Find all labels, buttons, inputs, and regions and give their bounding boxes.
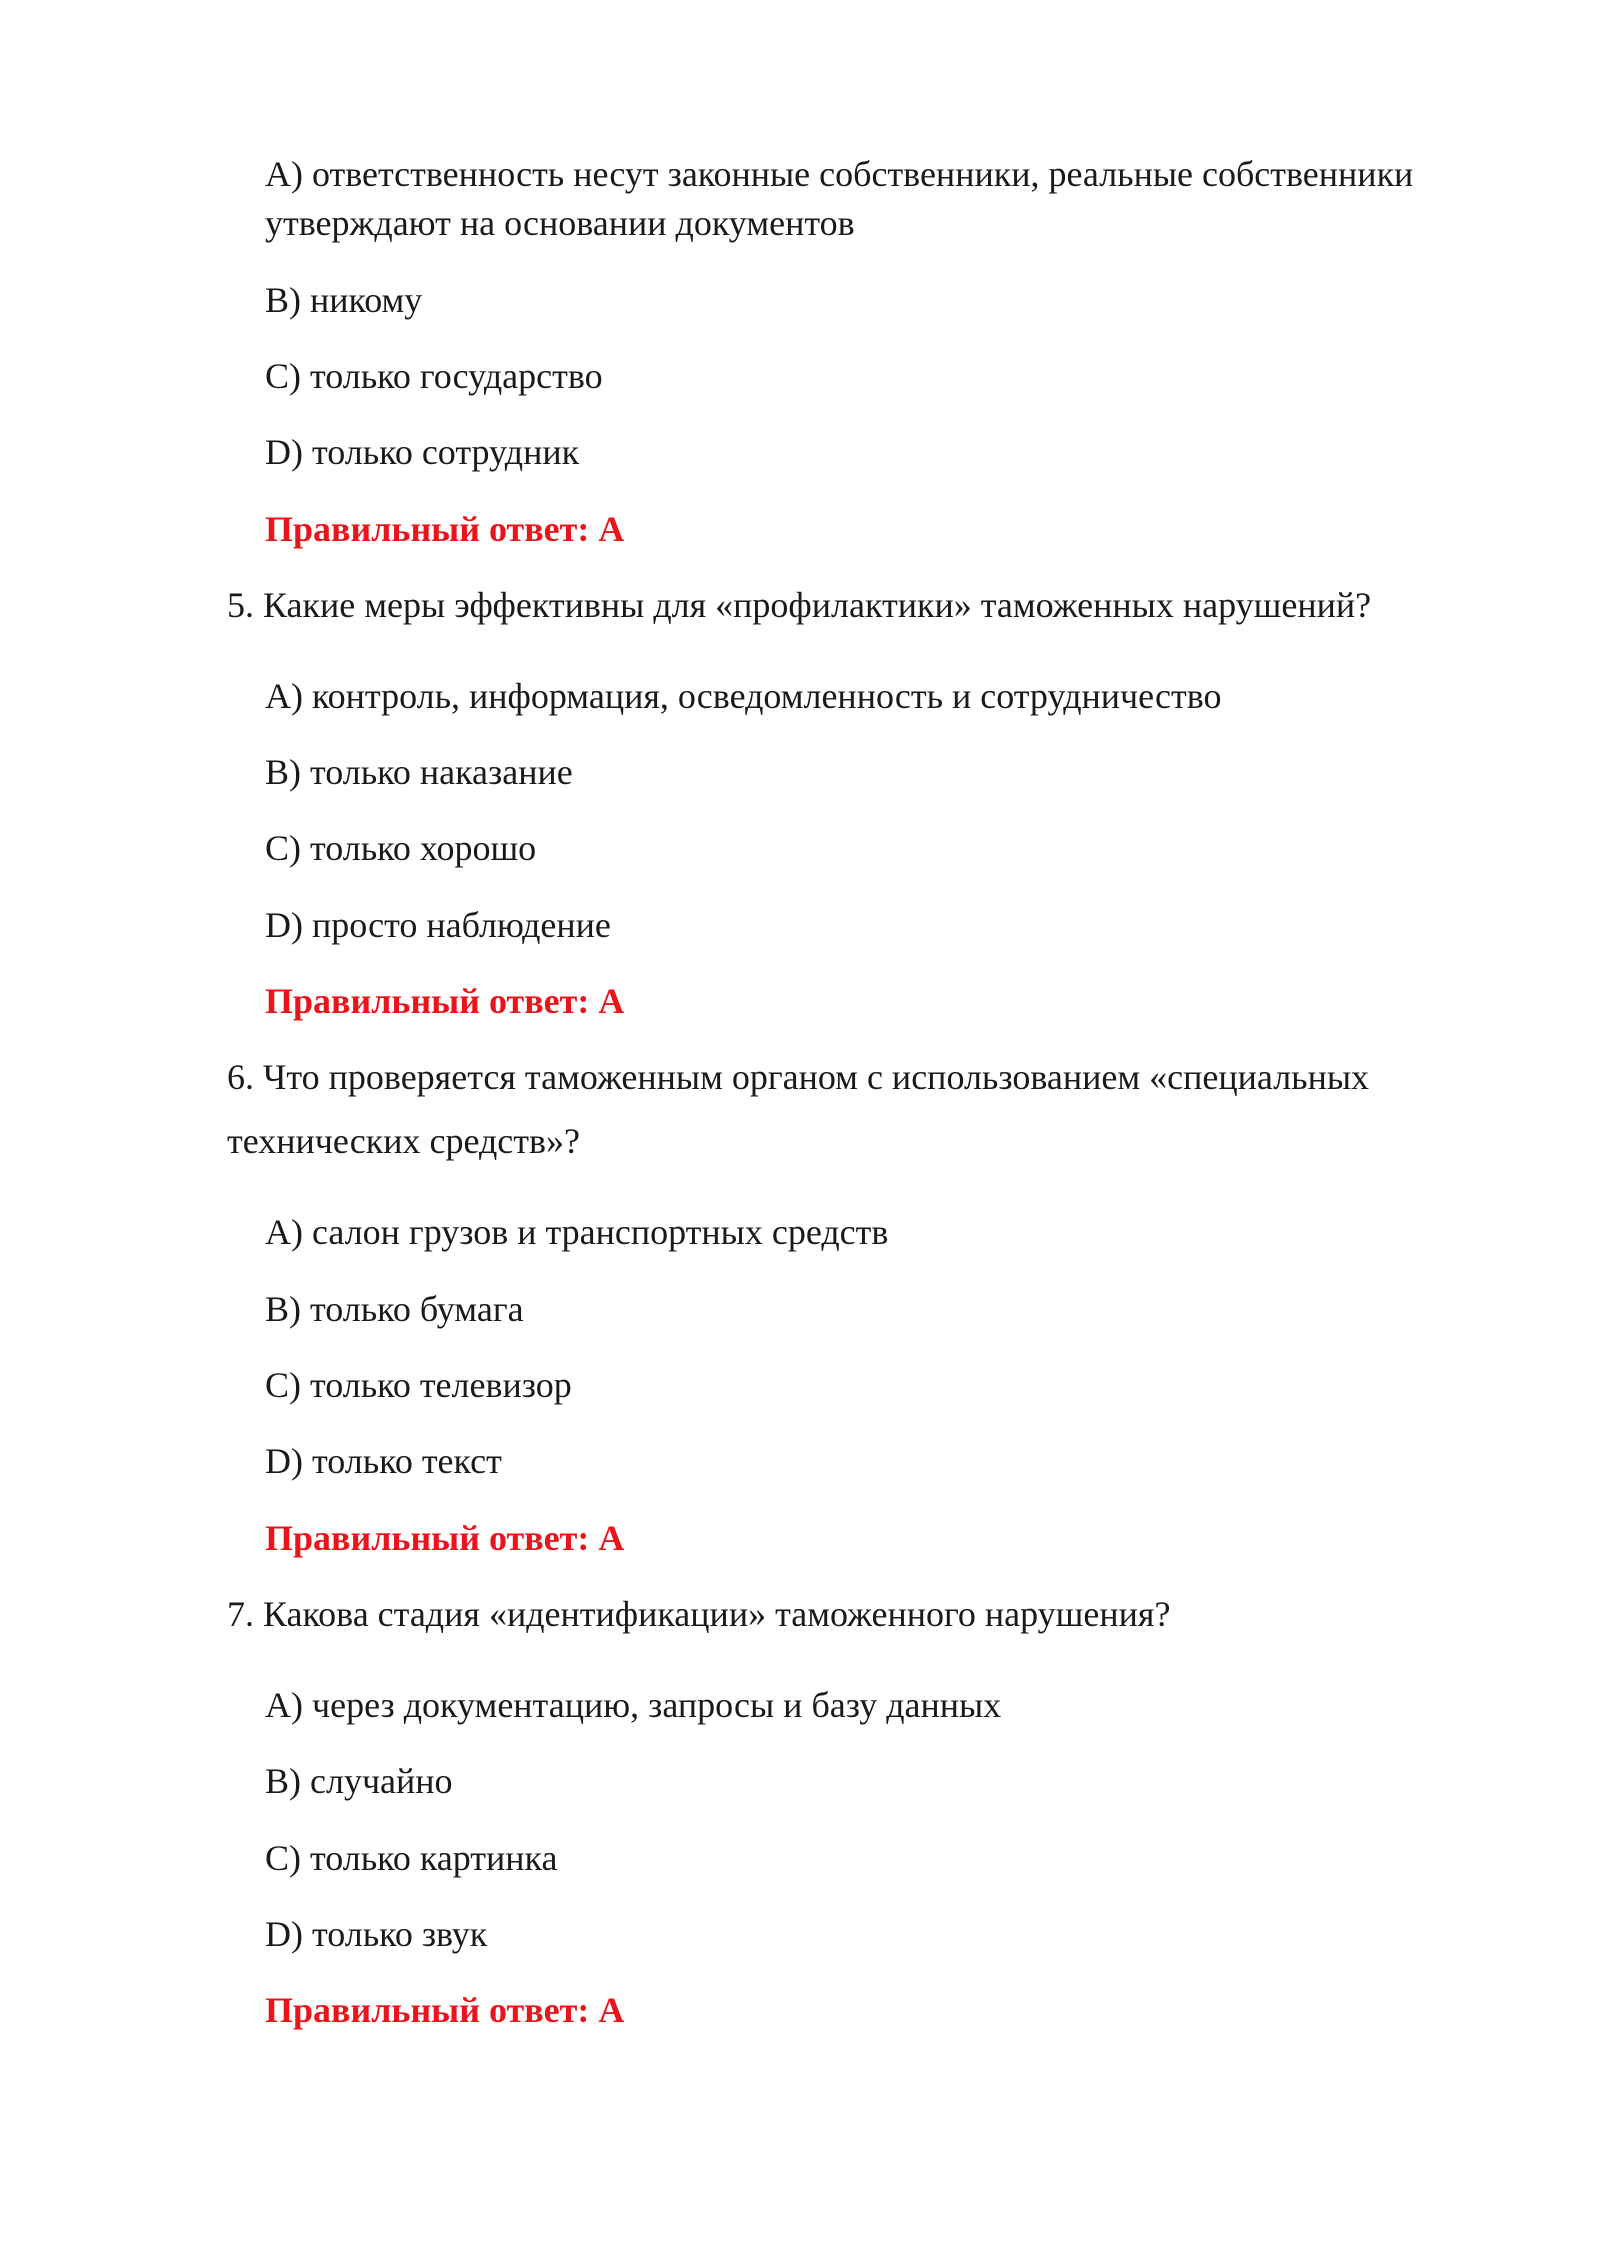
q5-option-a: A) контроль, информация, осведомленность и сотрудничество (265, 676, 1222, 716)
q5-correct-answer: Правильный ответ: A (265, 981, 625, 1021)
q5-option-c: C) только хорошо (265, 828, 537, 868)
question-7: 7. Какова стадия «идентификации» таможенного нарушения? (227, 1594, 1171, 1634)
q7-correct-answer: Правильный ответ: A (265, 1990, 625, 2030)
option-a-line1: A) ответственность несут законные собственники, реальные собственники (265, 154, 1414, 194)
option-c: C) только государство (265, 356, 603, 396)
q6-option-b: B) только бумага (265, 1289, 524, 1329)
q6-correct-answer: Правильный ответ: A (265, 1518, 625, 1558)
q7-option-b: B) случайно (265, 1761, 453, 1801)
option-b: B) никому (265, 280, 423, 320)
option-d: D) только сотрудник (265, 432, 580, 472)
correct-answer: Правильный ответ: A (265, 509, 625, 549)
q7-option-c: C) только картинка (265, 1838, 558, 1878)
question-6-line1: 6. Что проверяется таможенным органом с использованием «специальных (227, 1057, 1370, 1097)
q5-option-b: B) только наказание (265, 752, 573, 792)
q7-option-d: D) только звук (265, 1914, 488, 1954)
q6-option-c: C) только телевизор (265, 1365, 572, 1405)
option-a-line2: утверждают на основании документов (265, 203, 855, 243)
q6-option-a: A) салон грузов и транспортных средств (265, 1212, 889, 1252)
q5-option-d: D) просто наблюдение (265, 905, 611, 945)
q7-option-a: A) через документацию, запросы и базу данных (265, 1685, 1002, 1725)
question-5: 5. Какие меры эффективны для «профилактики» таможенных нарушений? (227, 585, 1372, 625)
question-6-line2: технических средств»? (227, 1121, 580, 1161)
q6-option-d: D) только текст (265, 1441, 502, 1481)
